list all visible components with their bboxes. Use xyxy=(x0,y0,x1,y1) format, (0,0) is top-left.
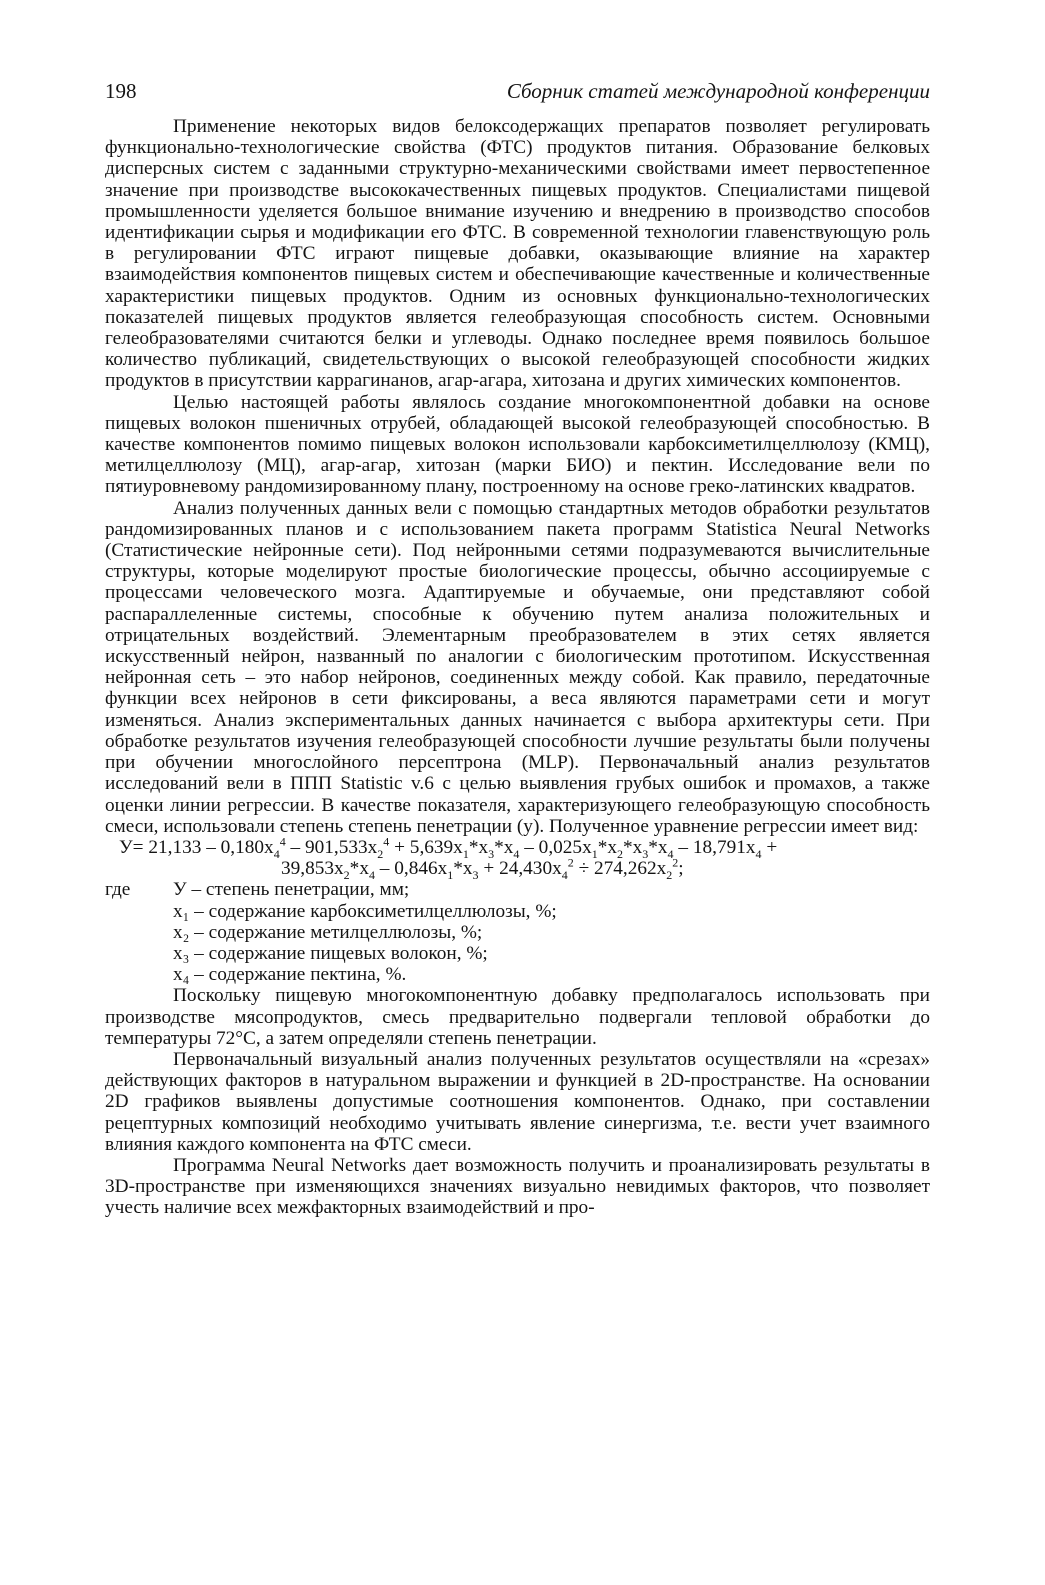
paragraph: Целью настоящей работы являлось создание многокомпонентной добавки на основе пищевых волокон пшеничных отрубей, обладающей высокой гелеобразующей способностью. В качестве компонентов помимо пищевых волокон использовали карбоксиметилцеллюлозу (КМЦ), метилцеллюлозу (МЦ), агар-агар, хитозан (марки БИО) и пектин. Исследование вели по пятиуровневому рандомизированному плану, построенному на основе греко-латинских квадратов. xyxy=(105,391,930,498)
variable-definition-x2: x₂ – содержание метилцеллюлозы, %; xyxy=(173,921,483,943)
equation-line-1: $У= 21,133 - 0,180x_4^4 - 901,533x_2^4 + 5,639x_1*x_3*x_4 - 0,025x_1*x_2*x_3*x_4 - 18,791x_4$ + xyxy=(119,834,778,861)
paragraph: Первоначальный визуальный анализ полученных результатов осуществляли на «срезах» действующих факторов в натуральном выражении и функцией в 2D-пространстве. На основании 2D графиков выявлены допустимые соотношения компонентов. Однако, при составлении рецептурных композиций необходимо учитывать явление синергизма, т.е. вести учет взаимного влияния каждого компонента на ФТС смеси. xyxy=(105,1048,930,1155)
regression-equation xyxy=(105,834,930,882)
paragraph: Применение некоторых видов белоксодержащих препаратов позволяет регулировать функционально-технологические свойства (ФТС) продуктов питания. Образование белковых дисперсных систем с заданными структурно-механическими свойствами имеет первостепенное значение при производстве высококачественных пищевых продуктов. Специалистами пищевой промышленности уделяется большое внимание изучению и внедрению в производство способов идентификации сырья и модификации его ФТС. В современной технологии главенствующую роль в регулировании ФТС играют пищевые добавки, оказывающие влияние на характер взаимодействия компонентов пищевых систем и обеспечивающие качественные и количественные характеристики пищевых продуктов. Одним из основных функционально-технологических показателей пищевых продуктов является гелеобразующая способность систем. Основными гелеобразователями считаются белки и углеводы. Однако последнее время появилось большое количество публикаций, свидетельствующих о высокой гелеобразующей способности жидких продуктов в присутствии каррагинанов, агар-агара, хитозана и других химических компонентов. xyxy=(105,116,930,392)
page-header xyxy=(105,78,930,104)
paragraph: Поскольку пищевую многокомпонентную добавку предполагалось использовать при производстве мясопродуктов, смесь предварительно подвергали тепловой обработки до температуры 72°С, а затем определяли степень пенетрации. xyxy=(105,985,930,1049)
variable-definition-x1: x₁ – содержание карбоксиметилцеллюлозы, %; xyxy=(173,900,557,922)
running-title: Сборник статей международной конференции xyxy=(506,79,930,103)
variable-definition-y: У – степень пенетрации, мм; xyxy=(173,879,410,901)
page-number: 198 xyxy=(105,79,137,103)
variable-definition-x3: x₃ – содержание пищевых волокон, %; xyxy=(173,942,488,964)
where-block xyxy=(105,879,930,900)
document-page xyxy=(105,78,930,1219)
where-label: где xyxy=(105,879,131,901)
variable-definition-x4: x₄ – содержание пектина, %. xyxy=(173,964,407,986)
variable-list xyxy=(105,901,930,986)
equation-line-2: $39,853x_2*x_4 - 0,846x_1*x_3 + 24,430x_4^2 \div 274,262x_2^2$; xyxy=(281,855,684,882)
paragraph: Программа Neural Networks дает возможность получить и проанализировать результаты в 3D-пространстве при изменяющихся значениях визуально невидимых факторов, что позволяет учесть наличие всех межфакторных взаимодействий и про- xyxy=(105,1154,930,1219)
body-text xyxy=(105,116,930,1219)
paragraph: Анализ полученных данных вели с помощью стандартных методов обработки результатов рандомизированных планов и с использованием пакета программ Statistica Neural Networks (Статистические нейронные сети). Под нейронными сетями подразумеваются вычислительные структуры, которые моделируют простые биологические процессы, обычно ассоциируемые с процессами человеческого мозга. Адаптируемые и обучаемые, они представляют собой распараллеленные системы, способные к обучению путем анализа положительных и отрицательных воздействий. Элементарным преобразователем в этих сетях является искусственный нейрон, названный по аналогии с биологическим прототипом. Искусственная нейронная сеть – это набор нейронов, соединенных между собой. Как правило, передаточные функции всех нейронов в сети фиксированы, а веса являются параметрами сети и могут изменяться. Анализ экспериментальных данных начинается с выбора архитектуры сети. При обработке результатов изучения гелеобразующей способности лучшие результаты были получены при обучении многослойного персептрона (MLP). Первоначальный анализ результатов исследований вели в ППП Statistic v.6 с целью выявления грубых ошибок и промахов, а также оценки линии регрессии. В качестве показателя, характеризующего гелеобразующую способность смеси, использовали степень степень пенетрации (у). Полученное уравнение регрессии имеет вид: xyxy=(105,497,930,837)
